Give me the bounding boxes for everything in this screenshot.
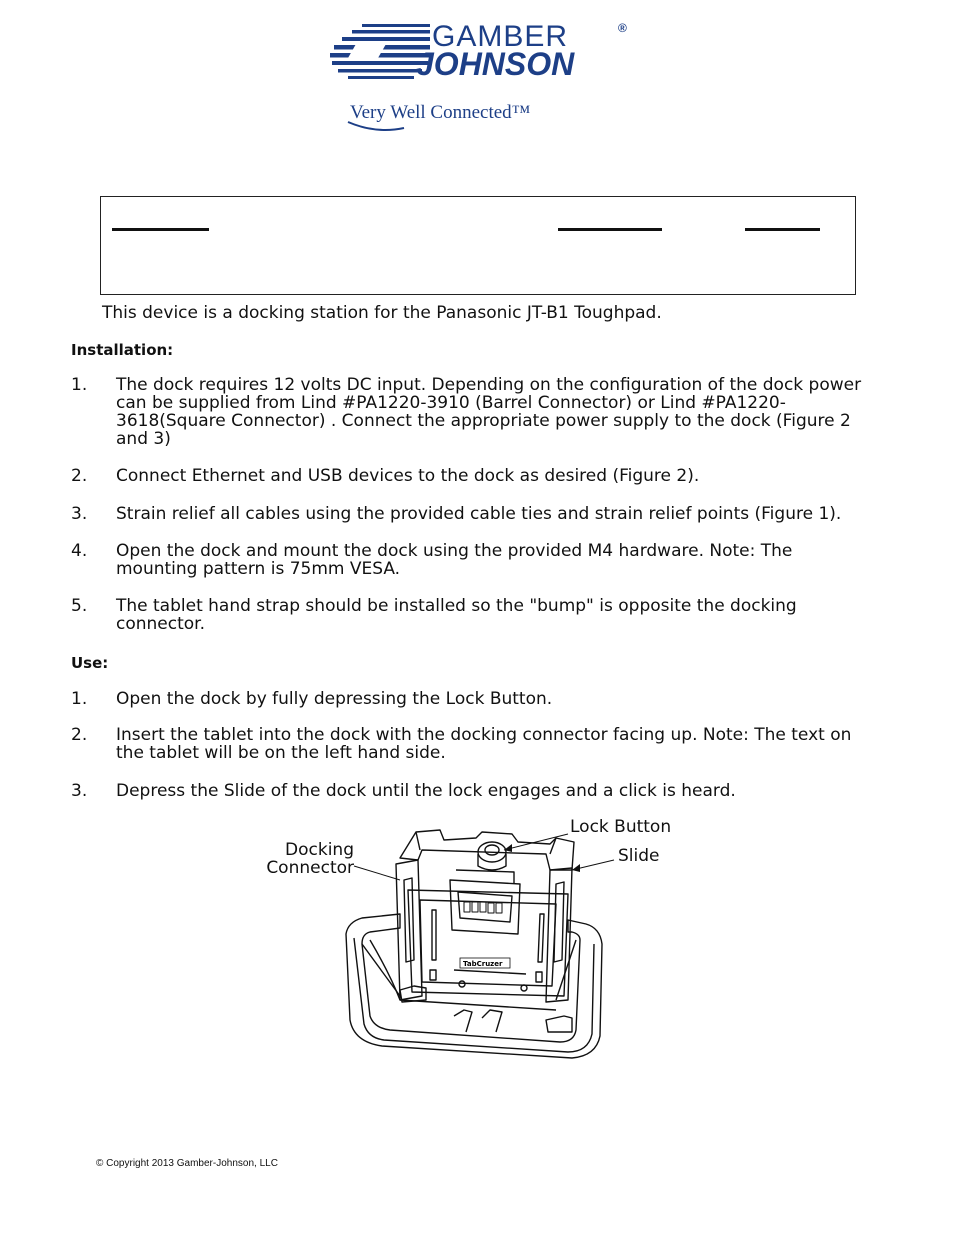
list-item-number: 3. [71, 504, 88, 524]
list-item-number: 4. [71, 541, 88, 561]
list-item-line: 3618(Square Connector) . Connect the appropriate power supply to the dock (Figure 2 [116, 411, 851, 431]
brand-line2: JOHNSON [416, 46, 575, 82]
callout-docking-line1: Docking [285, 840, 354, 860]
list-item [116, 542, 921, 578]
list-item [116, 376, 921, 448]
list-item-line: the tablet will be on the left hand side. [116, 743, 446, 763]
logo-stripes-icon [326, 24, 430, 82]
list-item-line: mounting pattern is 75mm VESA. [116, 559, 401, 579]
list-item [116, 505, 921, 523]
list-item-line: can be supplied from Lind #PA1220-3910 (Barrel Connector) or Lind #PA1220- [116, 393, 786, 413]
company-logo [326, 18, 636, 138]
list-item [116, 597, 921, 633]
list-item-number: 1. [71, 689, 88, 709]
list-item-line: and 3) [116, 429, 171, 449]
list-item-line: Connect Ethernet and USB devices to the dock as desired (Figure 2). [116, 466, 700, 486]
list-item [116, 467, 921, 485]
list-item [116, 690, 921, 708]
installation-heading: Installation: [71, 341, 174, 359]
list-item-number: 2. [71, 725, 88, 745]
registered-mark: ® [618, 21, 627, 35]
list-item-number: 3. [71, 781, 88, 801]
callout-slide: Slide [618, 846, 660, 866]
intro-text: This device is a docking station for the Panasonic JT-B1 Toughpad. [102, 303, 662, 323]
list-item [116, 726, 921, 762]
list-item [116, 782, 921, 800]
blank-underline [112, 228, 209, 231]
list-item-line: The dock requires 12 volts DC input. Depending on the configuration of the dock power [116, 375, 862, 395]
callout-lock-button: Lock Button [570, 817, 672, 837]
docking-leader-line [354, 866, 400, 880]
list-item-line: Depress the Slide of the dock until the lock engages and a click is heard. [116, 781, 736, 801]
dock-label: TabCruzer [463, 960, 503, 968]
callout-docking-line2: Connector [266, 858, 354, 878]
blank-underline [745, 228, 820, 231]
info-box [100, 196, 856, 295]
tagline-swoosh-icon [346, 118, 406, 134]
slide-arrow-icon [572, 864, 580, 872]
list-item-line: Strain relief all cables using the provided cable ties and strain relief points (Figure 1). [116, 504, 842, 524]
brand-line1: GAMBER [432, 20, 569, 53]
list-item-line: Open the dock and mount the dock using the provided M4 hardware. Note: The [116, 541, 793, 561]
use-heading: Use: [71, 654, 109, 672]
list-item-line: connector. [116, 614, 206, 634]
copyright-text: © Copyright 2013 Gamber-Johnson, LLC [96, 1158, 278, 1169]
blank-underline [558, 228, 662, 231]
list-item-number: 2. [71, 466, 88, 486]
callout-docking-connector [254, 841, 354, 877]
list-item-line: Open the dock by fully depressing the Lock Button. [116, 689, 553, 709]
dock-figure [250, 810, 690, 1065]
list-item-line: The tablet hand strap should be installed so the "bump" is opposite the docking [116, 596, 797, 616]
list-item-line: Insert the tablet into the dock with the docking connector facing up. Note: The text on [116, 725, 852, 745]
tagline: Very Well Connected™ [350, 102, 531, 123]
list-item-number: 1. [71, 375, 88, 395]
list-item-number: 5. [71, 596, 88, 616]
